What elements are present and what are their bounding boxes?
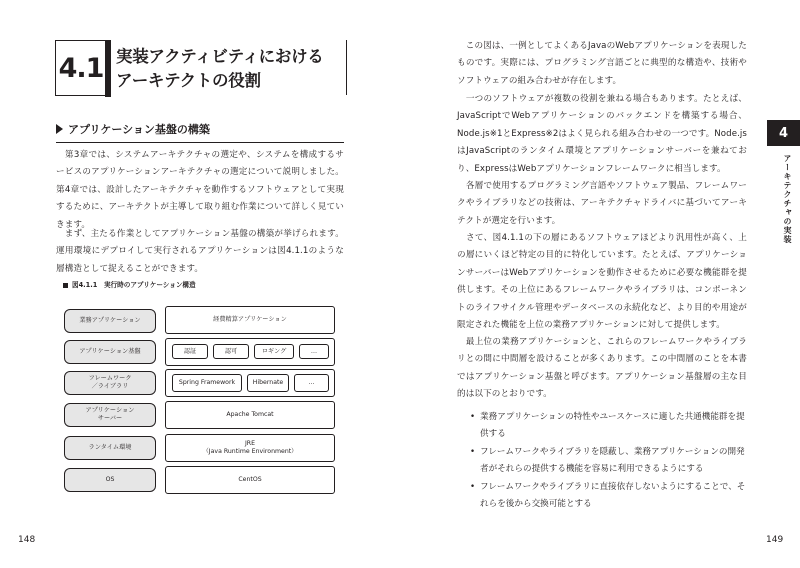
section-title [116, 45, 356, 93]
section-title-line2: アーキテクトの役割 [116, 71, 261, 90]
layer-component: 認可 [213, 344, 249, 359]
triangle-bullet-icon [56, 124, 63, 134]
layer-component: 認証 [172, 344, 208, 359]
layer-component: Hibernate [247, 374, 289, 392]
right-page [400, 0, 800, 568]
right-paragraph-5: 最上位の業務アプリケーションと、これらのフレームワークやライブラリとの間に中間層を設けることが多くあります。この中間層のことを本書ではアプリケーション基盤と呼びます。アプリケーション基盤層の主な目的は以下のとおりです。 [457, 337, 747, 400]
list-item: • フレームワークやライブラリを隠蔽し、業務アプリケーションの開発者がそれらの提供する機能を容易に利用できるようにする [470, 444, 752, 479]
subheading-text: アプリケーション基盤の構築 [68, 123, 210, 136]
layer-label: アプリケーション基盤 [64, 340, 156, 364]
layer-label: フレームワーク ／ライブラリ [64, 371, 156, 395]
figure-caption-text: 図4.1.1 実行時のアプリケーション構造 [72, 281, 196, 289]
layer-component: ロギング [254, 344, 294, 359]
bullet-list [470, 409, 752, 513]
caption-square-icon [63, 283, 68, 288]
layer-component: … [299, 344, 329, 359]
layer-component: CentOS [165, 466, 335, 494]
chapter-tab-number: 4 [767, 120, 800, 146]
layer-component: 経費精算アプリケーション [165, 306, 335, 334]
section-number: 4.1 [55, 40, 107, 96]
subheading [56, 120, 344, 143]
layer-component: Spring Framework [172, 374, 242, 392]
right-paragraph-4: さて、図4.1.1の下の層にあるソフトウェアほどより汎用性が高く、上の層にいくほど特定の目的に特化しています。たとえば、アプリケーションサーバーはWebアプリケーションを動作させるために必要な機能群を提供します。その上位にあるフレームワークやライブラリは、コンポーネントのライフサイクル管理やデータベースの永続化など、より目的や用途が限定された機能を上位の業務アプリケーションに対して提供します。 [457, 233, 747, 331]
right-paragraph-2: 一つのソフトウェアが複数の役割を兼ねる場合もあります。たとえば、JavaScriptでWebアプリケーションのバックエンドを構築する場合、Node.js※1とExpress※2はよく見られる組み合わせの一つです。Node.jsはJavaScriptのランタイム環境とアプリケーションサーバーを兼ねており、ExpressはWebアプリケーションフレームワークに相当します。 [457, 94, 747, 174]
section-title-line1: 実装アクティビティにおける [116, 47, 324, 66]
layer-label: ランタイム環境 [64, 436, 156, 460]
layer-component: Apache Tomcat [165, 401, 335, 429]
figure-caption [63, 279, 196, 289]
list-item: • フレームワークやライブラリに直接依存しないようにすることで、それらを後から交換可能とする [470, 479, 752, 514]
chapter-tab-title: アーキテクチャの実装 [783, 154, 792, 244]
section-title-rule [346, 40, 347, 95]
page-number-left: 148 [18, 535, 36, 545]
right-paragraph-3: 各層で使用するプログラミング言語やソフトウェア製品、フレームワークやライブラリなどの技術は、アーキテクチャドライバに基づいてアーキテクトが選定を行います。 [457, 181, 747, 226]
page-number-right: 149 [766, 535, 784, 545]
layer-label: アプリケーション サーバー [64, 403, 156, 427]
layer-component: JRE （Java Runtime Environment） [165, 434, 335, 462]
layer-label: OS [64, 468, 156, 492]
layer-label: 業務アプリケーション [64, 309, 156, 333]
section-number-bar [105, 40, 111, 97]
left-paragraph-2: まず、主たる作業としてアプリケーション基盤の構築が挙げられます。運用環境にデプロイして実行されるアプリケーションは図4.1.1のような層構造として捉えることができます。 [56, 229, 344, 274]
left-paragraph-1: 第3章では、システムアーキテクチャの選定や、システムを構成するサービスのアプリケーションアーキテクチャの選定について説明しました。第4章では、設計したアーキテクチャを動作するソフトウェアとして実現するために、アーキテクトが主導して取り組む作業について詳しく見ていきます。 [56, 150, 344, 230]
layer-component: … [294, 374, 329, 392]
list-item: • 業務アプリケーションの特性やユースケースに適した共通機能群を提供する [470, 409, 752, 444]
right-paragraph-1: この図は、一例としてよくあるJavaのWebアプリケーションを表現したものです。実際には、プログラミング言語ごとに典型的な構造や、技術やソフトウェアの組み合わせが存在します。 [457, 41, 747, 86]
